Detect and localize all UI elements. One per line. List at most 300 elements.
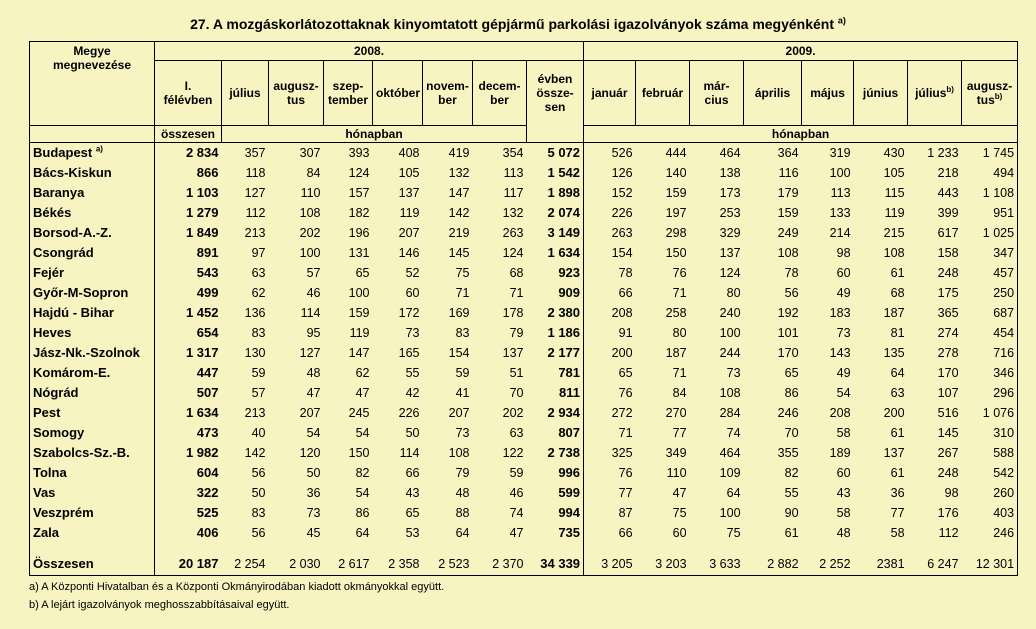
table-cell: 246 <box>962 523 1018 543</box>
table-cell: 3 205 <box>584 553 636 576</box>
table-header <box>30 42 1018 143</box>
table-cell: 57 <box>306 266 321 280</box>
table-cell: 365 <box>937 306 959 320</box>
county-name: Komárom-E. <box>30 363 155 383</box>
table-cell: 226 <box>611 206 633 220</box>
table-cell: 71 <box>509 286 524 300</box>
table-cell: 88 <box>455 506 470 520</box>
table-cell: 1 103 <box>185 185 219 200</box>
table-cell: 170 <box>937 366 959 380</box>
table-cell: 207 <box>448 406 470 420</box>
table-cell: 52 <box>405 266 420 280</box>
table-cell: 109 <box>719 466 741 480</box>
county-name: Budapest $^{a)}$ <box>30 143 155 164</box>
table-cell: 42 <box>405 386 420 400</box>
table-cell: 119 <box>349 326 370 340</box>
table-cell: 150 <box>665 246 687 260</box>
table-cell: 64 <box>355 526 370 540</box>
table-cell: 192 <box>777 306 799 320</box>
table-cell: 182 <box>348 206 370 220</box>
table-cell: 588 <box>962 443 1018 463</box>
table-cell: 781 <box>527 363 584 383</box>
table-cell: 137 <box>398 186 420 200</box>
month-2009-header: június <box>854 61 908 126</box>
table-body <box>30 143 1018 576</box>
table-cell: 159 <box>777 206 799 220</box>
table-cell: 136 <box>244 306 266 320</box>
table-cell: 95 <box>306 326 321 340</box>
table-cell: 118 <box>245 166 266 180</box>
table-cell: 444 <box>665 146 687 160</box>
table-cell: 82 <box>784 466 799 480</box>
table-cell: 61 <box>890 266 905 280</box>
table-cell: 1 186 <box>527 323 584 343</box>
table-row <box>30 143 1018 164</box>
table-cell: 120 <box>299 446 321 460</box>
table-row <box>30 163 1018 183</box>
parking-permit-table <box>29 41 1018 576</box>
month-2009-header: április <box>744 61 802 126</box>
table-cell: 97 <box>251 246 266 260</box>
county-name: Zala <box>30 523 155 543</box>
table-row <box>30 183 1018 203</box>
table-row <box>30 403 1018 423</box>
table-cell: 258 <box>665 306 687 320</box>
month-2009-header: február <box>636 61 690 126</box>
county-name: Győr-M-Sopron <box>30 283 155 303</box>
table-cell: 138 <box>719 166 741 180</box>
table-cell: 108 <box>883 246 905 260</box>
table-cell: 70 <box>509 386 524 400</box>
table-cell: 77 <box>890 506 905 520</box>
table-cell: 200 <box>883 406 905 420</box>
table-cell: 263 <box>502 226 524 240</box>
table-cell: 2 254 <box>222 553 269 576</box>
table-cell: 542 <box>962 463 1018 483</box>
table-cell: 36 <box>306 486 321 500</box>
table-cell: 599 <box>527 483 584 503</box>
table-cell: 248 <box>937 266 959 280</box>
table-cell: 124 <box>502 246 524 260</box>
table-cell: 137 <box>719 246 741 260</box>
county-name: Fejér <box>30 263 155 283</box>
table-cell: 187 <box>883 306 905 320</box>
month-2009-header: január <box>584 61 636 126</box>
table-cell: 110 <box>666 466 687 480</box>
table-cell: 2 834 <box>185 145 219 160</box>
table-cell: 60 <box>672 526 687 540</box>
table-cell: 71 <box>672 366 687 380</box>
table-row <box>30 443 1018 463</box>
table-cell: 355 <box>777 446 799 460</box>
table-cell: 2 370 <box>473 553 527 576</box>
county-name: Szabolcs-Sz.-B. <box>30 443 155 463</box>
table-cell: 62 <box>355 366 370 380</box>
table-cell: 100 <box>719 326 741 340</box>
table-cell: 65 <box>355 266 370 280</box>
table-cell: 996 <box>527 463 584 483</box>
table-cell: 114 <box>399 446 420 460</box>
table-cell: 50 <box>405 426 420 440</box>
table-cell: 101 <box>777 326 799 340</box>
table-cell: 3 633 <box>690 553 744 576</box>
table-cell: 119 <box>399 206 420 220</box>
table-cell: 64 <box>890 366 905 380</box>
table-row <box>30 463 1018 483</box>
table-cell: 807 <box>527 423 584 443</box>
table-cell: 267 <box>937 446 959 460</box>
table-cell: 152 <box>611 186 633 200</box>
table-cell: 76 <box>672 266 687 280</box>
table-cell: 349 <box>665 446 687 460</box>
table-cell: 473 <box>196 425 219 440</box>
table-cell: 56 <box>784 286 799 300</box>
table-cell: 49 <box>836 286 851 300</box>
table-cell: 68 <box>509 266 524 280</box>
table-cell: 59 <box>455 366 470 380</box>
table-cell: 150 <box>348 446 370 460</box>
table-cell: 36 <box>890 486 905 500</box>
table-cell: 454 <box>962 323 1018 343</box>
table-cell: 2381 <box>854 553 908 576</box>
table-cell: 1 108 <box>962 183 1018 203</box>
table-cell: 75 <box>726 526 741 540</box>
table-cell: 100 <box>719 506 741 520</box>
table-cell: 124 <box>348 166 370 180</box>
table-cell: 45 <box>306 526 321 540</box>
table-cell: 63 <box>509 426 524 440</box>
table-cell: 105 <box>398 166 420 180</box>
table-cell: 464 <box>719 446 741 460</box>
table-cell: 54 <box>836 386 851 400</box>
table-cell: 81 <box>890 326 905 340</box>
table-cell: 49 <box>836 366 851 380</box>
table-cell: 53 <box>405 526 420 540</box>
table-cell: 100 <box>829 166 851 180</box>
county-name: Somogy <box>30 423 155 443</box>
table-cell: 457 <box>962 263 1018 283</box>
table-cell: 126 <box>611 166 633 180</box>
table-cell: 208 <box>611 306 633 320</box>
table-cell: 40 <box>251 426 266 440</box>
table-cell: 73 <box>455 426 470 440</box>
table-cell: 154 <box>611 246 633 260</box>
table-cell: 923 <box>527 263 584 283</box>
table-cell: 357 <box>244 146 266 160</box>
table-cell: 310 <box>962 423 1018 443</box>
table-cell: 135 <box>883 346 905 360</box>
table-cell: 278 <box>937 346 959 360</box>
table-cell: 12 301 <box>962 553 1018 576</box>
table-cell: 1 898 <box>527 183 584 203</box>
table-cell: 197 <box>665 206 687 220</box>
table-cell: 1 982 <box>185 445 219 460</box>
footnote-b: b) A lejárt igazolványok meghosszabbításaival együtt. <box>29 599 290 611</box>
table-cell: 90 <box>784 506 799 520</box>
table-cell: 143 <box>829 346 851 360</box>
honapban-label-2008: hónapban <box>222 126 527 143</box>
table-cell: 48 <box>306 366 321 380</box>
table-cell: 112 <box>245 206 266 220</box>
table-cell: 173 <box>719 186 741 200</box>
table-cell: 100 <box>299 246 321 260</box>
table-cell: 43 <box>836 486 851 500</box>
table-cell: 55 <box>784 486 799 500</box>
table-cell: 249 <box>777 226 799 240</box>
table-cell: 322 <box>196 485 219 500</box>
table-cell: 105 <box>883 166 905 180</box>
table-cell: 54 <box>355 486 370 500</box>
table-cell: 132 <box>448 166 470 180</box>
table-cell: 131 <box>348 246 370 260</box>
table-cell: 364 <box>777 146 799 160</box>
county-name: Hajdú - Bihar <box>30 303 155 323</box>
table-cell: 263 <box>611 226 633 240</box>
table-cell: 1 634 <box>185 405 219 420</box>
table-cell: 507 <box>196 385 219 400</box>
table-cell: 61 <box>784 526 799 540</box>
table-cell: 142 <box>448 206 470 220</box>
table-cell: 406 <box>196 525 219 540</box>
table-cell: 64 <box>726 486 741 500</box>
table-cell: 172 <box>398 306 420 320</box>
table-cell: 87 <box>618 506 633 520</box>
table-cell: 83 <box>251 326 266 340</box>
table-cell: 443 <box>937 186 959 200</box>
table-row <box>30 383 1018 403</box>
table-cell: 240 <box>719 306 741 320</box>
table-cell: 2 738 <box>527 443 584 463</box>
table-cell: 169 <box>448 306 470 320</box>
table-cell: 60 <box>405 286 420 300</box>
county-name: Vas <box>30 483 155 503</box>
table-cell: 1 745 <box>962 143 1018 164</box>
table-cell: 47 <box>306 386 321 400</box>
table-cell: 246 <box>777 406 799 420</box>
table-cell: 346 <box>962 363 1018 383</box>
table-cell: 543 <box>196 265 219 280</box>
table-cell: 60 <box>836 266 851 280</box>
table-cell: 158 <box>937 246 959 260</box>
table-cell: 117 <box>503 186 524 200</box>
table-cell: 55 <box>405 366 420 380</box>
county-name: Pest <box>30 403 155 423</box>
month-2009-header: már- cius <box>690 61 744 126</box>
table-cell: 73 <box>405 326 420 340</box>
table-cell: 79 <box>509 326 524 340</box>
table-cell: 65 <box>405 506 420 520</box>
county-name: Baranya <box>30 183 155 203</box>
table-cell: 50 <box>306 466 321 480</box>
table-cell: 142 <box>244 446 266 460</box>
table-cell: 2 030 <box>269 553 324 576</box>
table-cell: 73 <box>726 366 741 380</box>
table-cell: 86 <box>784 386 799 400</box>
table-cell: 54 <box>355 426 370 440</box>
table-cell: 147 <box>348 346 370 360</box>
county-name: Tolna <box>30 463 155 483</box>
month-2008-header: I. félévben <box>155 61 222 126</box>
table-cell: 399 <box>937 206 959 220</box>
year-total-header: évben össze- sen <box>527 61 584 126</box>
month-2009-header: július$^{b)}$ <box>908 61 962 126</box>
table-cell: 2 358 <box>373 553 423 576</box>
year-2008-header: 2008. <box>155 42 584 61</box>
table-cell: 183 <box>829 306 851 320</box>
table-cell: 604 <box>196 465 219 480</box>
table-cell: 119 <box>884 206 905 220</box>
table-cell: 107 <box>937 386 959 400</box>
table-cell: 2 934 <box>527 403 584 423</box>
table-cell: 110 <box>300 186 321 200</box>
table-cell: 2 882 <box>744 553 802 576</box>
table-cell: 56 <box>251 466 266 480</box>
month-2008-header: július <box>222 61 269 126</box>
table-cell: 58 <box>890 526 905 540</box>
table-cell: 159 <box>665 186 687 200</box>
table-cell: 329 <box>719 226 741 240</box>
table-cell: 20 187 <box>155 553 222 576</box>
table-cell: 354 <box>502 146 524 160</box>
table-row <box>30 243 1018 263</box>
table-cell: 34 339 <box>527 553 584 576</box>
table-cell: 145 <box>937 426 959 440</box>
table-cell: 207 <box>299 406 321 420</box>
spacer-row <box>30 543 1018 553</box>
table-cell: 108 <box>777 246 799 260</box>
table-cell: 951 <box>962 203 1018 223</box>
table-cell: 47 <box>355 386 370 400</box>
table-title-text: 27. A mozgáskorlátozottaknak kinyomtatott gépjármű parkolási igazolványok száma megyénként <box>190 16 835 32</box>
table-cell: 499 <box>196 285 219 300</box>
table-cell: 147 <box>448 186 470 200</box>
table-row <box>30 363 1018 383</box>
table-cell: 187 <box>665 346 687 360</box>
table-cell: 86 <box>355 506 370 520</box>
month-2008-header: szep- tember <box>324 61 373 126</box>
table-cell: 77 <box>618 486 633 500</box>
table-cell: 137 <box>883 446 905 460</box>
table-cell: 202 <box>299 226 321 240</box>
table-cell: 2 177 <box>527 343 584 363</box>
table-cell: 100 <box>348 286 370 300</box>
table-cell: 214 <box>829 226 851 240</box>
county-name: Békés <box>30 203 155 223</box>
table-cell: 189 <box>829 446 851 460</box>
table-cell: 3 203 <box>636 553 690 576</box>
month-2008-header: október <box>373 61 423 126</box>
table-cell: 130 <box>244 346 266 360</box>
table-cell: 64 <box>455 526 470 540</box>
total-row <box>30 553 1018 576</box>
table-cell: 113 <box>830 186 851 200</box>
table-row <box>30 343 1018 363</box>
table-cell: 122 <box>502 446 524 460</box>
table-cell: 91 <box>618 326 633 340</box>
table-cell: 447 <box>196 365 219 380</box>
month-2008-header: augusz- tus <box>269 61 324 126</box>
table-cell: 66 <box>618 286 633 300</box>
table-cell: 213 <box>244 406 266 420</box>
table-cell: 170 <box>777 346 799 360</box>
table-cell: 219 <box>448 226 470 240</box>
table-cell: 1 317 <box>185 345 219 360</box>
month-2009-header: augusz- tus$^{b)}$ <box>962 61 1018 126</box>
table-cell: 270 <box>665 406 687 420</box>
table-cell: 202 <box>502 406 524 420</box>
table-cell: 2 252 <box>802 553 854 576</box>
table-cell: 1 233 <box>927 146 959 160</box>
table-cell: 866 <box>196 165 219 180</box>
table-cell: 617 <box>937 226 959 240</box>
table-cell: 112 <box>938 526 959 540</box>
county-name: Veszprém <box>30 503 155 523</box>
table-cell: 127 <box>299 346 321 360</box>
table-cell: 76 <box>618 466 633 480</box>
table-cell: 75 <box>455 266 470 280</box>
table-cell: 46 <box>509 486 524 500</box>
table-cell: 84 <box>306 166 321 180</box>
table-cell: 525 <box>196 505 219 520</box>
table-cell: 116 <box>778 166 799 180</box>
table-cell: 70 <box>784 426 799 440</box>
table-cell: 6 247 <box>908 553 962 576</box>
table-cell: 98 <box>944 486 959 500</box>
table-cell: 78 <box>784 266 799 280</box>
month-2008-header: decem- ber <box>473 61 527 126</box>
table-cell: 74 <box>509 506 524 520</box>
table-cell: 1 279 <box>185 205 219 220</box>
table-cell: 248 <box>937 466 959 480</box>
table-cell: 218 <box>937 166 959 180</box>
table-cell: 71 <box>618 426 633 440</box>
table-row <box>30 523 1018 543</box>
table-cell: 60 <box>836 466 851 480</box>
table-cell: 207 <box>398 226 420 240</box>
table-cell: 319 <box>829 146 851 160</box>
title-footnote-marker: a) <box>837 15 846 26</box>
table-cell: 298 <box>665 226 687 240</box>
table-cell: 48 <box>836 526 851 540</box>
table-cell: 215 <box>883 226 905 240</box>
table-cell: 716 <box>962 343 1018 363</box>
table-cell: 419 <box>448 146 470 160</box>
table-cell: 65 <box>618 366 633 380</box>
table-cell: 41 <box>455 386 470 400</box>
table-cell: 61 <box>890 426 905 440</box>
table-cell: 65 <box>784 366 799 380</box>
table-cell: 75 <box>672 506 687 520</box>
table-cell: 200 <box>611 346 633 360</box>
table-cell: 145 <box>448 246 470 260</box>
table-cell: 296 <box>962 383 1018 403</box>
table-cell: 124 <box>719 266 741 280</box>
table-cell: 464 <box>719 146 741 160</box>
footnote-a: a) A Központi Hivatalban és a Központi Okmányirodában kiadott okmányokkal együtt. <box>29 581 445 593</box>
table-cell: 208 <box>829 406 851 420</box>
table-cell: 82 <box>355 466 370 480</box>
table-cell: 244 <box>719 346 741 360</box>
table-cell: 196 <box>348 226 370 240</box>
month-2008-header: novem- ber <box>423 61 473 126</box>
table-cell: 1 076 <box>962 403 1018 423</box>
table-cell: 154 <box>448 346 470 360</box>
table-cell: 58 <box>836 506 851 520</box>
table-cell: 526 <box>611 146 633 160</box>
table-row <box>30 483 1018 503</box>
county-name: Bács-Kiskun <box>30 163 155 183</box>
table-cell: 1 542 <box>527 163 584 183</box>
